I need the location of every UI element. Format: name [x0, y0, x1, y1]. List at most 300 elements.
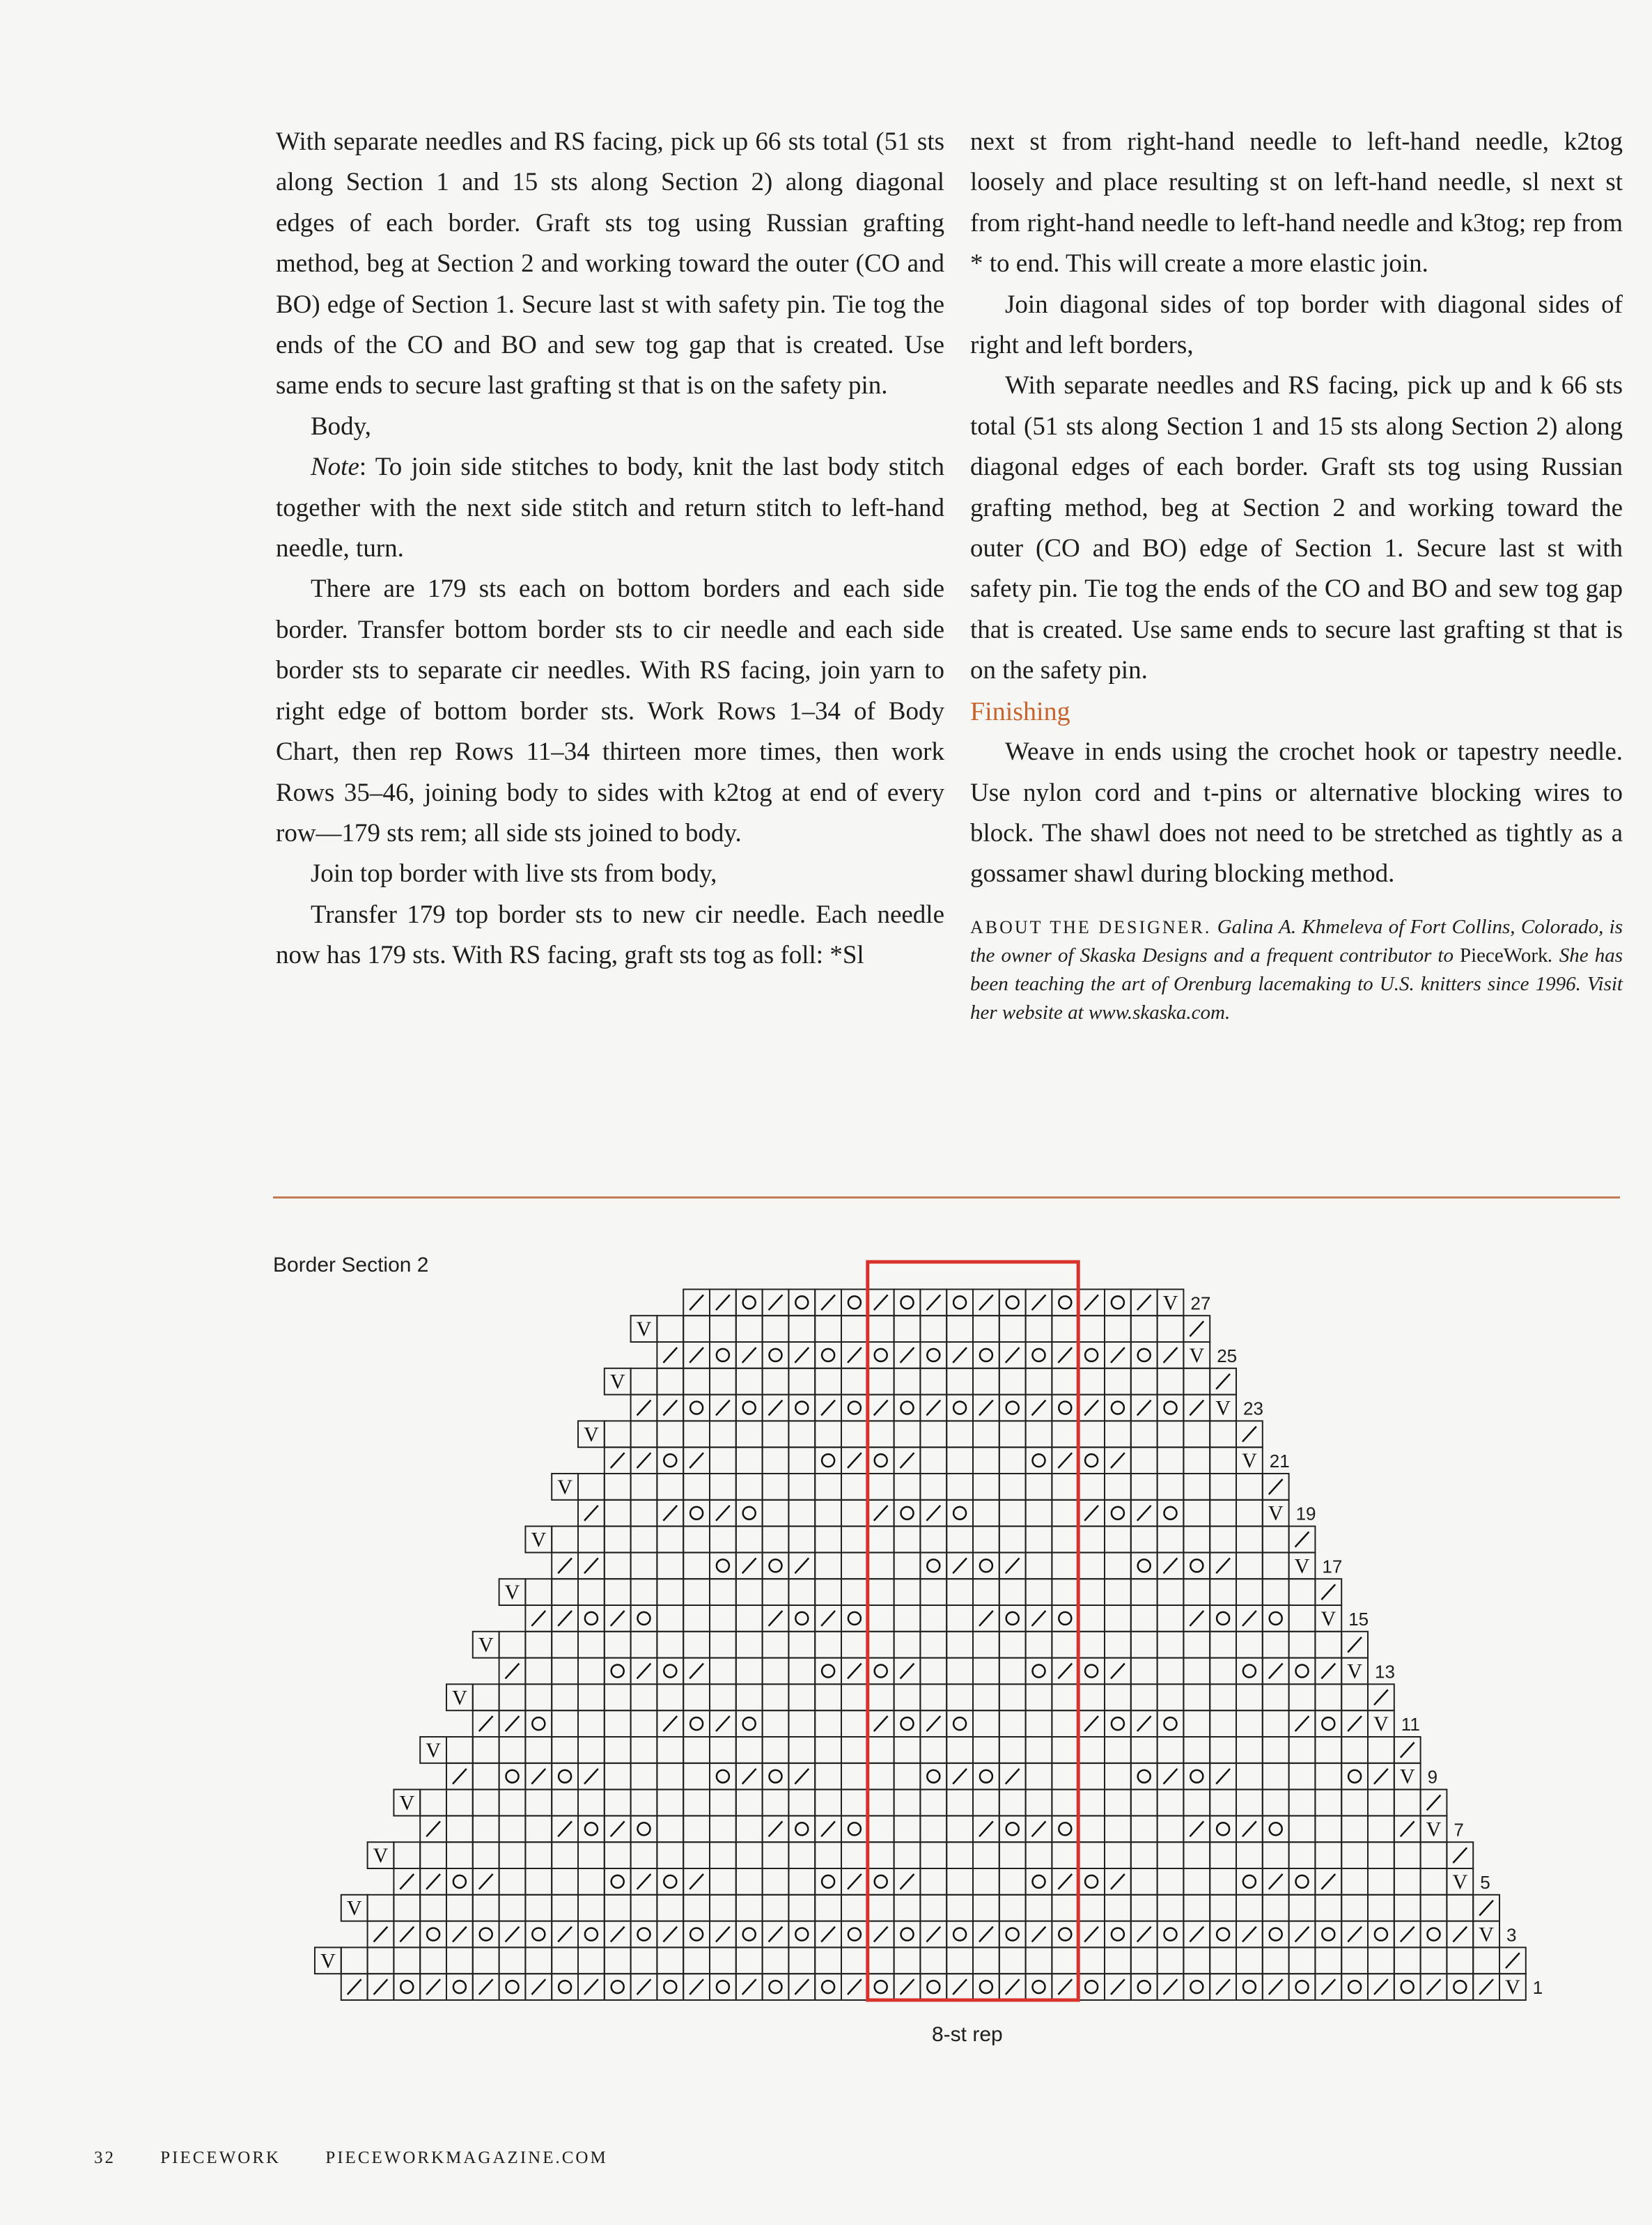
- chart-cell: [683, 1605, 710, 1632]
- chart-cell: [973, 1474, 999, 1500]
- yarn-over-symbol: [848, 1402, 861, 1414]
- chart-cell: [1078, 1579, 1105, 1605]
- chart-cell: [1183, 1552, 1210, 1579]
- chart-cell: [1158, 1816, 1184, 1842]
- chart-cell: [973, 1842, 999, 1868]
- chart-cell: [973, 1737, 999, 1763]
- chart-cell: [1236, 1579, 1263, 1605]
- chart-cell: [1394, 1842, 1421, 1868]
- chart-cell: [683, 1632, 710, 1658]
- decrease-symbol: [1374, 1689, 1388, 1705]
- chart-cell: [1183, 1974, 1210, 2000]
- chart-cell: [1131, 1842, 1158, 1868]
- chart-cell: [763, 1527, 789, 1553]
- chart-cell: [578, 1658, 605, 1685]
- chart-cell: [999, 1368, 1026, 1395]
- chart-cell: [1289, 1868, 1316, 1895]
- chart-cell: [841, 1474, 868, 1500]
- chart-cell: [736, 1474, 763, 1500]
- chart-cell: [1131, 1632, 1158, 1658]
- k2tog-symbol: [901, 1664, 914, 1679]
- chart-cell: [841, 1421, 868, 1447]
- chart-cell: [683, 1395, 710, 1421]
- chart-cell: [999, 1500, 1026, 1527]
- chart-cell: [657, 1658, 683, 1685]
- k2tog-symbol: [953, 1769, 967, 1784]
- chart-cell: [999, 1895, 1026, 1921]
- chart-cell: [1131, 1552, 1158, 1579]
- chart-cell: [446, 1974, 473, 2000]
- k2tog-symbol: [1190, 1927, 1203, 1942]
- chart-cell: [920, 1790, 946, 1816]
- chart-cell: [710, 1421, 736, 1447]
- chart-cell: [499, 1947, 526, 1974]
- k2tog-symbol: [1216, 1979, 1230, 1994]
- chart-cell: [1368, 1868, 1394, 1895]
- chart-cell: [920, 1579, 946, 1605]
- decrease-symbol: [1348, 1637, 1362, 1653]
- chart-cell: [868, 1974, 894, 2000]
- chart-cell: [552, 1947, 578, 1974]
- yarn-over-symbol: [927, 1349, 940, 1361]
- chart-cell: [973, 1710, 999, 1737]
- k2tog-symbol: [1084, 1716, 1098, 1731]
- chart-cell: [868, 1868, 894, 1895]
- chart-cell: [1026, 1316, 1052, 1342]
- chart-cell: [1105, 1816, 1131, 1842]
- chart-cell: [999, 1921, 1026, 1948]
- chart-cell: [973, 1500, 999, 1527]
- yarn-over-symbol: [506, 1770, 519, 1783]
- decrease-symbol: [479, 1716, 493, 1731]
- chart-cell: [815, 1552, 841, 1579]
- chart-cell: [841, 1921, 868, 1948]
- yarn-over-symbol: [1217, 1822, 1229, 1835]
- chart-cell: [1210, 1710, 1236, 1737]
- yarn-over-symbol: [1270, 1928, 1282, 1941]
- chart-cell: [657, 1579, 683, 1605]
- chart-cell: [841, 1605, 868, 1632]
- yarn-over-symbol: [927, 1559, 940, 1572]
- left-paragraph: With separate needles and RS facing, pick up 66 sts total (51 sts along Section 1 and 15 sts along Section 2) along diagonal edges of each border. Graft sts tog using Russian grafting method, beg at Section 2 and working toward the outer (CO and BO) edge of Section 1. Secure last st with safety pin. Tie tog the ends of the CO and BO and sew tog gap that is created. Use same ends to secure last grafting st that is on the safety pin.: [276, 127, 944, 400]
- slip-symbol: V: [1399, 1765, 1415, 1788]
- chart-cell: [788, 1684, 815, 1710]
- yarn-over-symbol: [743, 1928, 756, 1941]
- chart-cell: [552, 1763, 578, 1790]
- chart-cell: [736, 1842, 763, 1868]
- yarn-over-symbol: [453, 1875, 466, 1888]
- chart-cell: [1210, 1447, 1236, 1474]
- chart-cell: [1131, 1605, 1158, 1632]
- chart-cell: [525, 1684, 552, 1710]
- chart-cell: [736, 1947, 763, 1974]
- chart-cell: [920, 1474, 946, 1500]
- chart-cell: [657, 1421, 683, 1447]
- chart-cell: [894, 1368, 921, 1395]
- chart-cell: [1236, 1974, 1263, 2000]
- yarn-over-symbol: [743, 1402, 756, 1414]
- chart-cell: [1105, 1763, 1131, 1790]
- row-label: 5: [1480, 1871, 1490, 1893]
- chart-cell: [1289, 1790, 1316, 1816]
- chart-cell: [868, 1684, 894, 1710]
- chart-cell: [946, 1527, 973, 1553]
- chart-cell: [920, 1763, 946, 1790]
- chart-cell: [552, 1579, 578, 1605]
- chart-cell: [894, 1632, 921, 1658]
- chart-cell: [683, 1368, 710, 1395]
- chart-cell: [1158, 1579, 1184, 1605]
- chart-cell: [946, 1658, 973, 1685]
- chart-cell: [841, 1842, 868, 1868]
- chart-cell: [1263, 1763, 1289, 1790]
- k2tog-symbol: [1084, 1400, 1098, 1416]
- yarn-over-symbol: [1401, 1981, 1414, 1993]
- chart-cell: [815, 1500, 841, 1527]
- chart-cell: [894, 1842, 921, 1868]
- chart-cell: [1236, 1763, 1263, 1790]
- chart-cell: [683, 1842, 710, 1868]
- chart-cell: [1394, 1974, 1421, 2000]
- chart-cell: [841, 1527, 868, 1553]
- k2tog-symbol: [1111, 1453, 1125, 1468]
- chart-cell: [1236, 1842, 1263, 1868]
- k2tog-symbol: [953, 1979, 967, 1994]
- chart-cell: [605, 1500, 631, 1527]
- chart-cell: [841, 1947, 868, 1974]
- chart-cell: [631, 1763, 657, 1790]
- yarn-over-symbol: [980, 1770, 992, 1783]
- chart-cell: [683, 1316, 710, 1342]
- chart-cell: [946, 1421, 973, 1447]
- slip-symbol: V: [426, 1738, 441, 1762]
- chart-cell: [894, 1684, 921, 1710]
- chart-cell: [683, 1421, 710, 1447]
- yarn-over-symbol: [717, 1559, 729, 1572]
- chart-cell: [1158, 1895, 1184, 1921]
- chart-cell: [736, 1368, 763, 1395]
- chart-cell: [920, 1342, 946, 1368]
- chart-cell: [473, 1737, 499, 1763]
- k2tog-symbol: [506, 1716, 520, 1731]
- yarn-over-symbol: [875, 1875, 887, 1888]
- chart-cell: [1026, 1658, 1052, 1685]
- chart-cell: [1183, 1474, 1210, 1500]
- chart-cell: [841, 1790, 868, 1816]
- chart-cell: [763, 1684, 789, 1710]
- chart-cell: [1341, 1974, 1368, 2000]
- chart-cell: [605, 1684, 631, 1710]
- k2tog-symbol: [1111, 1874, 1125, 1889]
- yarn-over-symbol: [717, 1349, 729, 1361]
- decrease-symbol: [637, 1400, 651, 1416]
- k2tog-symbol: [716, 1927, 730, 1942]
- chart-cell: [578, 1579, 605, 1605]
- chart-cell: [1052, 1500, 1078, 1527]
- k2tog-symbol: [1401, 1821, 1415, 1836]
- decrease-symbol: [1506, 1953, 1520, 1968]
- yarn-over-symbol: [559, 1981, 571, 1993]
- k2tog-symbol: [400, 1927, 414, 1942]
- chart-cell: [578, 1474, 605, 1500]
- yarn-over-symbol: [1322, 1717, 1334, 1730]
- chart-cell: [578, 1710, 605, 1737]
- chart-cell: [920, 1868, 946, 1895]
- yarn-over-symbol: [743, 1717, 756, 1730]
- chart-cell: [605, 1974, 631, 2000]
- chart-cell: [1183, 1895, 1210, 1921]
- designer-text-2: . She has been teaching the art of Orenburg lacemaking to U.S. knitters since 1996. Visit her website at www.skaska.com.: [970, 944, 1623, 1024]
- right-paragraph: next st from right-hand needle to left-hand needle, k2tog loosely and place resulting st on left-hand needle, sl next st from right-hand needle to left-hand needle and k3tog; rep from * to end. This will create a more elastic join.: [970, 127, 1623, 279]
- yarn-over-symbol: [953, 1402, 966, 1414]
- chart-cell: [1158, 1632, 1184, 1658]
- chart-cell: [868, 1368, 894, 1395]
- chart-cell: [1183, 1947, 1210, 1974]
- yarn-over-symbol: [901, 1402, 914, 1414]
- chart-cell: [499, 1763, 526, 1790]
- yarn-over-symbol: [1243, 1875, 1256, 1888]
- k2tog-symbol: [742, 1769, 756, 1784]
- yarn-over-symbol: [1138, 1559, 1151, 1572]
- yarn-over-symbol: [901, 1928, 914, 1941]
- chart-cell: [1368, 1947, 1394, 1974]
- chart-cell: [1105, 1474, 1131, 1500]
- k2tog-symbol: [1006, 1558, 1020, 1573]
- chart-cell: [631, 1921, 657, 1948]
- k2tog-symbol: [637, 1453, 651, 1468]
- k2tog-symbol: [848, 1979, 862, 1994]
- chart-cell: [710, 1632, 736, 1658]
- chart-cell: [1183, 1500, 1210, 1527]
- yarn-over-symbol: [1006, 1402, 1019, 1414]
- chart-cell: [973, 1974, 999, 2000]
- k2tog-symbol: [1190, 1821, 1203, 1836]
- k2tog-symbol: [821, 1821, 835, 1836]
- yarn-over-symbol: [1348, 1981, 1361, 1993]
- chart-cell: [499, 1632, 526, 1658]
- chart-cell: [1341, 1684, 1368, 1710]
- chart-cell: [1210, 1527, 1236, 1553]
- chart-cell: [657, 1368, 683, 1395]
- chart-cell: [868, 1579, 894, 1605]
- chart-cell: [1078, 1658, 1105, 1685]
- chart-cell: [1131, 1474, 1158, 1500]
- chart-cell: [894, 1527, 921, 1553]
- chart-cell: [605, 1763, 631, 1790]
- chart-cell: [1421, 1842, 1447, 1868]
- chart-cell: [999, 1605, 1026, 1632]
- left-paragraph: Body,: [311, 412, 372, 441]
- chart-cell: [1078, 1316, 1105, 1342]
- chart-cell: [1289, 1974, 1316, 2000]
- row-label: 23: [1243, 1398, 1263, 1419]
- chart-cell: [605, 1474, 631, 1500]
- yarn-over-symbol: [1164, 1717, 1177, 1730]
- row-label: 11: [1401, 1714, 1420, 1735]
- chart-cell: [1421, 1947, 1447, 1974]
- chart-cell: [815, 1316, 841, 1342]
- chart-cell: [1158, 1500, 1184, 1527]
- chart-cell: [657, 1974, 683, 2000]
- chart-cell: [1289, 1632, 1316, 1658]
- k2tog-symbol: [716, 1295, 730, 1310]
- chart-cell: [710, 1368, 736, 1395]
- yarn-over-symbol: [1296, 1981, 1309, 1993]
- k2tog-symbol: [1295, 1927, 1309, 1942]
- k2tog-symbol: [795, 1348, 809, 1363]
- k2tog-symbol: [558, 1927, 572, 1942]
- chart-cell: [894, 1421, 921, 1447]
- chart-cell: [1105, 1395, 1131, 1421]
- chart-cell: [788, 1368, 815, 1395]
- chart-cell: [473, 1684, 499, 1710]
- k2tog-symbol: [874, 1400, 888, 1416]
- yarn-over-symbol: [1112, 1928, 1124, 1941]
- chart-cell: [420, 1842, 446, 1868]
- chart-cell: [1341, 1947, 1368, 1974]
- slip-symbol: V: [373, 1844, 389, 1868]
- chart-cell: [788, 1868, 815, 1895]
- chart-cell: [710, 1527, 736, 1553]
- decrease-symbol: [1401, 1742, 1415, 1758]
- chart-cell: [605, 1658, 631, 1685]
- yarn-over-symbol: [1428, 1928, 1440, 1941]
- chart-cell: [815, 1974, 841, 2000]
- k2tog-symbol: [926, 1506, 940, 1521]
- yarn-over-symbol: [1138, 1770, 1151, 1783]
- chart-cell: [1210, 1921, 1236, 1948]
- chart-cell: [920, 1368, 946, 1395]
- chart-cell: [1341, 1790, 1368, 1816]
- chart-cell: [1341, 1868, 1368, 1895]
- chart-cell: [1341, 1816, 1368, 1842]
- chart-cell: [1026, 1632, 1052, 1658]
- decrease-symbol: [1295, 1532, 1309, 1547]
- chart-cell: [973, 1579, 999, 1605]
- chart-cell: [1105, 1552, 1131, 1579]
- k2tog-symbol: [1058, 1664, 1072, 1679]
- chart-cell: [841, 1763, 868, 1790]
- k2tog-symbol: [769, 1400, 783, 1416]
- chart-cell: [552, 1710, 578, 1737]
- chart-cell: [1131, 1763, 1158, 1790]
- yarn-over-symbol: [901, 1717, 914, 1730]
- chart-cell: [894, 1474, 921, 1500]
- chart-cell: [1105, 1579, 1131, 1605]
- chart-cell: [525, 1658, 552, 1685]
- chart-cell: [578, 1632, 605, 1658]
- decrease-symbol: [374, 1927, 388, 1942]
- footer-url: PIECEWORKMAGAZINE.COM: [325, 2148, 608, 2167]
- yarn-over-symbol: [901, 1296, 914, 1309]
- chart-cell: [525, 1921, 552, 1948]
- yarn-over-symbol: [1296, 1665, 1309, 1678]
- chart-cell: [473, 1763, 499, 1790]
- chart-cell: [1183, 1763, 1210, 1790]
- k2tog-symbol: [926, 1295, 940, 1310]
- chart-cell: [683, 1816, 710, 1842]
- chart-cell: [815, 1421, 841, 1447]
- decrease-symbol: [348, 1979, 361, 1994]
- chart-cell: [552, 1658, 578, 1685]
- k2tog-symbol: [1164, 1348, 1178, 1363]
- slip-symbol: V: [1215, 1396, 1231, 1420]
- yarn-over-symbol: [427, 1928, 439, 1941]
- k2tog-symbol: [953, 1558, 967, 1573]
- chart-cell: [894, 1710, 921, 1737]
- k2tog-symbol: [874, 1927, 888, 1942]
- k2tog-symbol: [848, 1664, 862, 1679]
- chart-cell: [1078, 1895, 1105, 1921]
- k2tog-symbol: [1242, 1927, 1256, 1942]
- k2tog-symbol: [1164, 1769, 1178, 1784]
- chart-cell: [973, 1684, 999, 1710]
- chart-cell: [578, 1684, 605, 1710]
- k2tog-symbol: [611, 1821, 625, 1836]
- k2tog-symbol: [1058, 1453, 1072, 1468]
- chart-cell: [605, 1579, 631, 1605]
- k2tog-symbol: [1084, 1506, 1098, 1521]
- chart-cell: [420, 1895, 446, 1921]
- k2tog-symbol: [689, 1664, 703, 1679]
- chart-cell: [1105, 1790, 1131, 1816]
- chart-cell: [552, 1790, 578, 1816]
- chart-cell: [710, 1790, 736, 1816]
- chart-cell: [1236, 1527, 1263, 1553]
- row-label: 7: [1454, 1819, 1464, 1841]
- k2tog-symbol: [1242, 1821, 1256, 1836]
- chart-cell: [605, 1947, 631, 1974]
- row-label: 21: [1269, 1451, 1290, 1472]
- chart-cell: [815, 1895, 841, 1921]
- chart-cell: [1263, 1710, 1289, 1737]
- chart-cell: [999, 1658, 1026, 1685]
- chart-cell: [657, 1605, 683, 1632]
- chart-cell: [473, 1790, 499, 1816]
- yarn-over-symbol: [1033, 1981, 1045, 1993]
- k2tog-symbol: [979, 1400, 993, 1416]
- k2tog-symbol: [663, 1716, 677, 1731]
- k2tog-symbol: [479, 1979, 493, 1994]
- chart-cell: [657, 1527, 683, 1553]
- chart-cell: [815, 1368, 841, 1395]
- k2tog-symbol: [479, 1874, 493, 1889]
- chart-cell: [1210, 1500, 1236, 1527]
- yarn-over-symbol: [638, 1612, 650, 1625]
- note-label: Note: [311, 453, 359, 482]
- designer-text-1: Galina A. Khmeleva of Fort Collins, Colorado, is the owner of Skaska Designs and a frequent contributor to: [970, 915, 1623, 967]
- chart-cell: [763, 1500, 789, 1527]
- chart-cell: [1026, 1895, 1052, 1921]
- chart-cell: [815, 1527, 841, 1553]
- chart-cell: [631, 1632, 657, 1658]
- chart-cell: [1263, 1790, 1289, 1816]
- left-paragraph: There are 179 sts each on bottom borders and each side border. Transfer bottom border sts to cir needle and each side border sts to separate cir needles. With RS facing, join yarn to right edge of bottom border sts. Work Rows 1–34 of Body Chart, then rep Rows 11–34 thirteen more times, then work Rows 35–46, joining body to sides with k2tog at end of every row—179 sts rem; all side sts joined to body.: [276, 575, 944, 848]
- chart-cell: [920, 1816, 946, 1842]
- chart-cell: [552, 1895, 578, 1921]
- yarn-over-symbol: [690, 1507, 703, 1520]
- chart-cell: [446, 1842, 473, 1868]
- left-paragraph: Join top border with live sts from body,: [311, 859, 717, 889]
- chart-cell: [1210, 1947, 1236, 1974]
- chart-cell: [710, 1605, 736, 1632]
- chart-cell: [1183, 1710, 1210, 1737]
- k2tog-symbol: [926, 1927, 940, 1942]
- slip-symbol: V: [1426, 1818, 1442, 1841]
- chart-cell: [1105, 1842, 1131, 1868]
- yarn-over-symbol: [770, 1981, 782, 1993]
- chart-cell: [552, 1632, 578, 1658]
